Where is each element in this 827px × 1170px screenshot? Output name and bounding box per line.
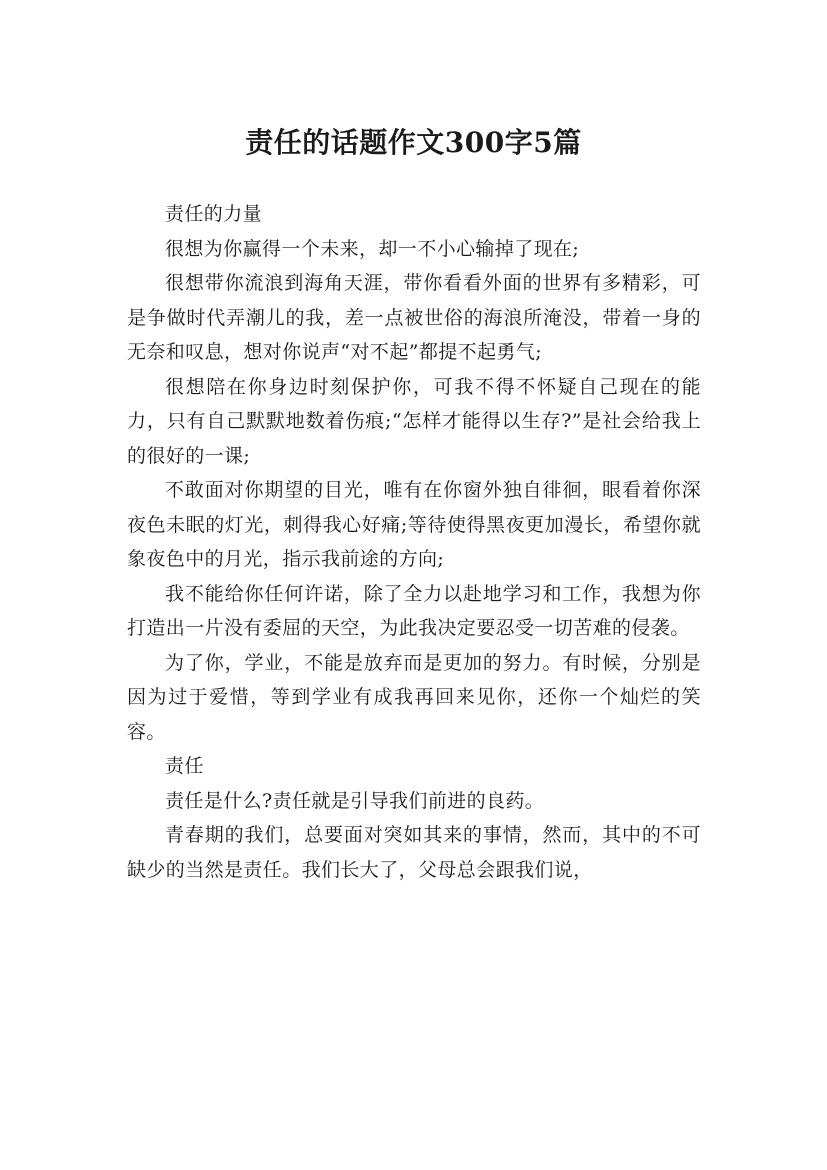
document-title: 责任的话题作文300字5篇 [245,125,582,159]
document-body [127,197,701,887]
paragraph: 很想带你流浪到海角天涯，带你看看外面的世界有多精彩，可是争做时代弄潮儿的我，差一点被世俗的海浪所淹没，带着一身的无奈和叹息，想对你说声“对不起”都提不起勇气; [127,272,701,363]
paragraph: 很想陪在你身边时刻保护你，可我不得不怀疑自己现在的能力，只有自己默默地数着伤痕;“怎样才能得以生存?”是社会给我上的很好的一课; [127,375,701,467]
paragraph: 青春期的我们，总要面对突如其来的事情，然而，其中的不可缺少的当然是责任。我们长大了，父母总会跟我们说， [127,824,701,881]
paragraph: 责任是什么?责任就是引导我们前进的良药。 [165,789,545,812]
paragraph: 不敢面对你期望的目光，唯有在你窗外独自徘徊，眼看着你深夜色未眠的灯光，刺得我心好痛;等待使得黑夜更加漫长，希望你就象夜色中的月光，指示我前途的方向; [127,479,701,570]
paragraph: 很想为你赢得一个未来，却一不小心输掉了现在; [165,237,580,260]
paragraph: 我不能给你任何许诺，除了全力以赴地学习和工作，我想为你打造出一片没有委屈的天空，为此我决定要忍受一切苦难的侵袭。 [127,582,701,639]
paragraph-heading-2: 责任 [165,755,204,777]
paragraph: 为了你，学业，不能是放弃而是更加的努力。有时候，分别是因为过于爱惜，等到学业有成我再回来见你，还你一个灿烂的笑容。 [127,651,701,743]
paragraph-heading-1: 责任的力量 [165,203,263,225]
